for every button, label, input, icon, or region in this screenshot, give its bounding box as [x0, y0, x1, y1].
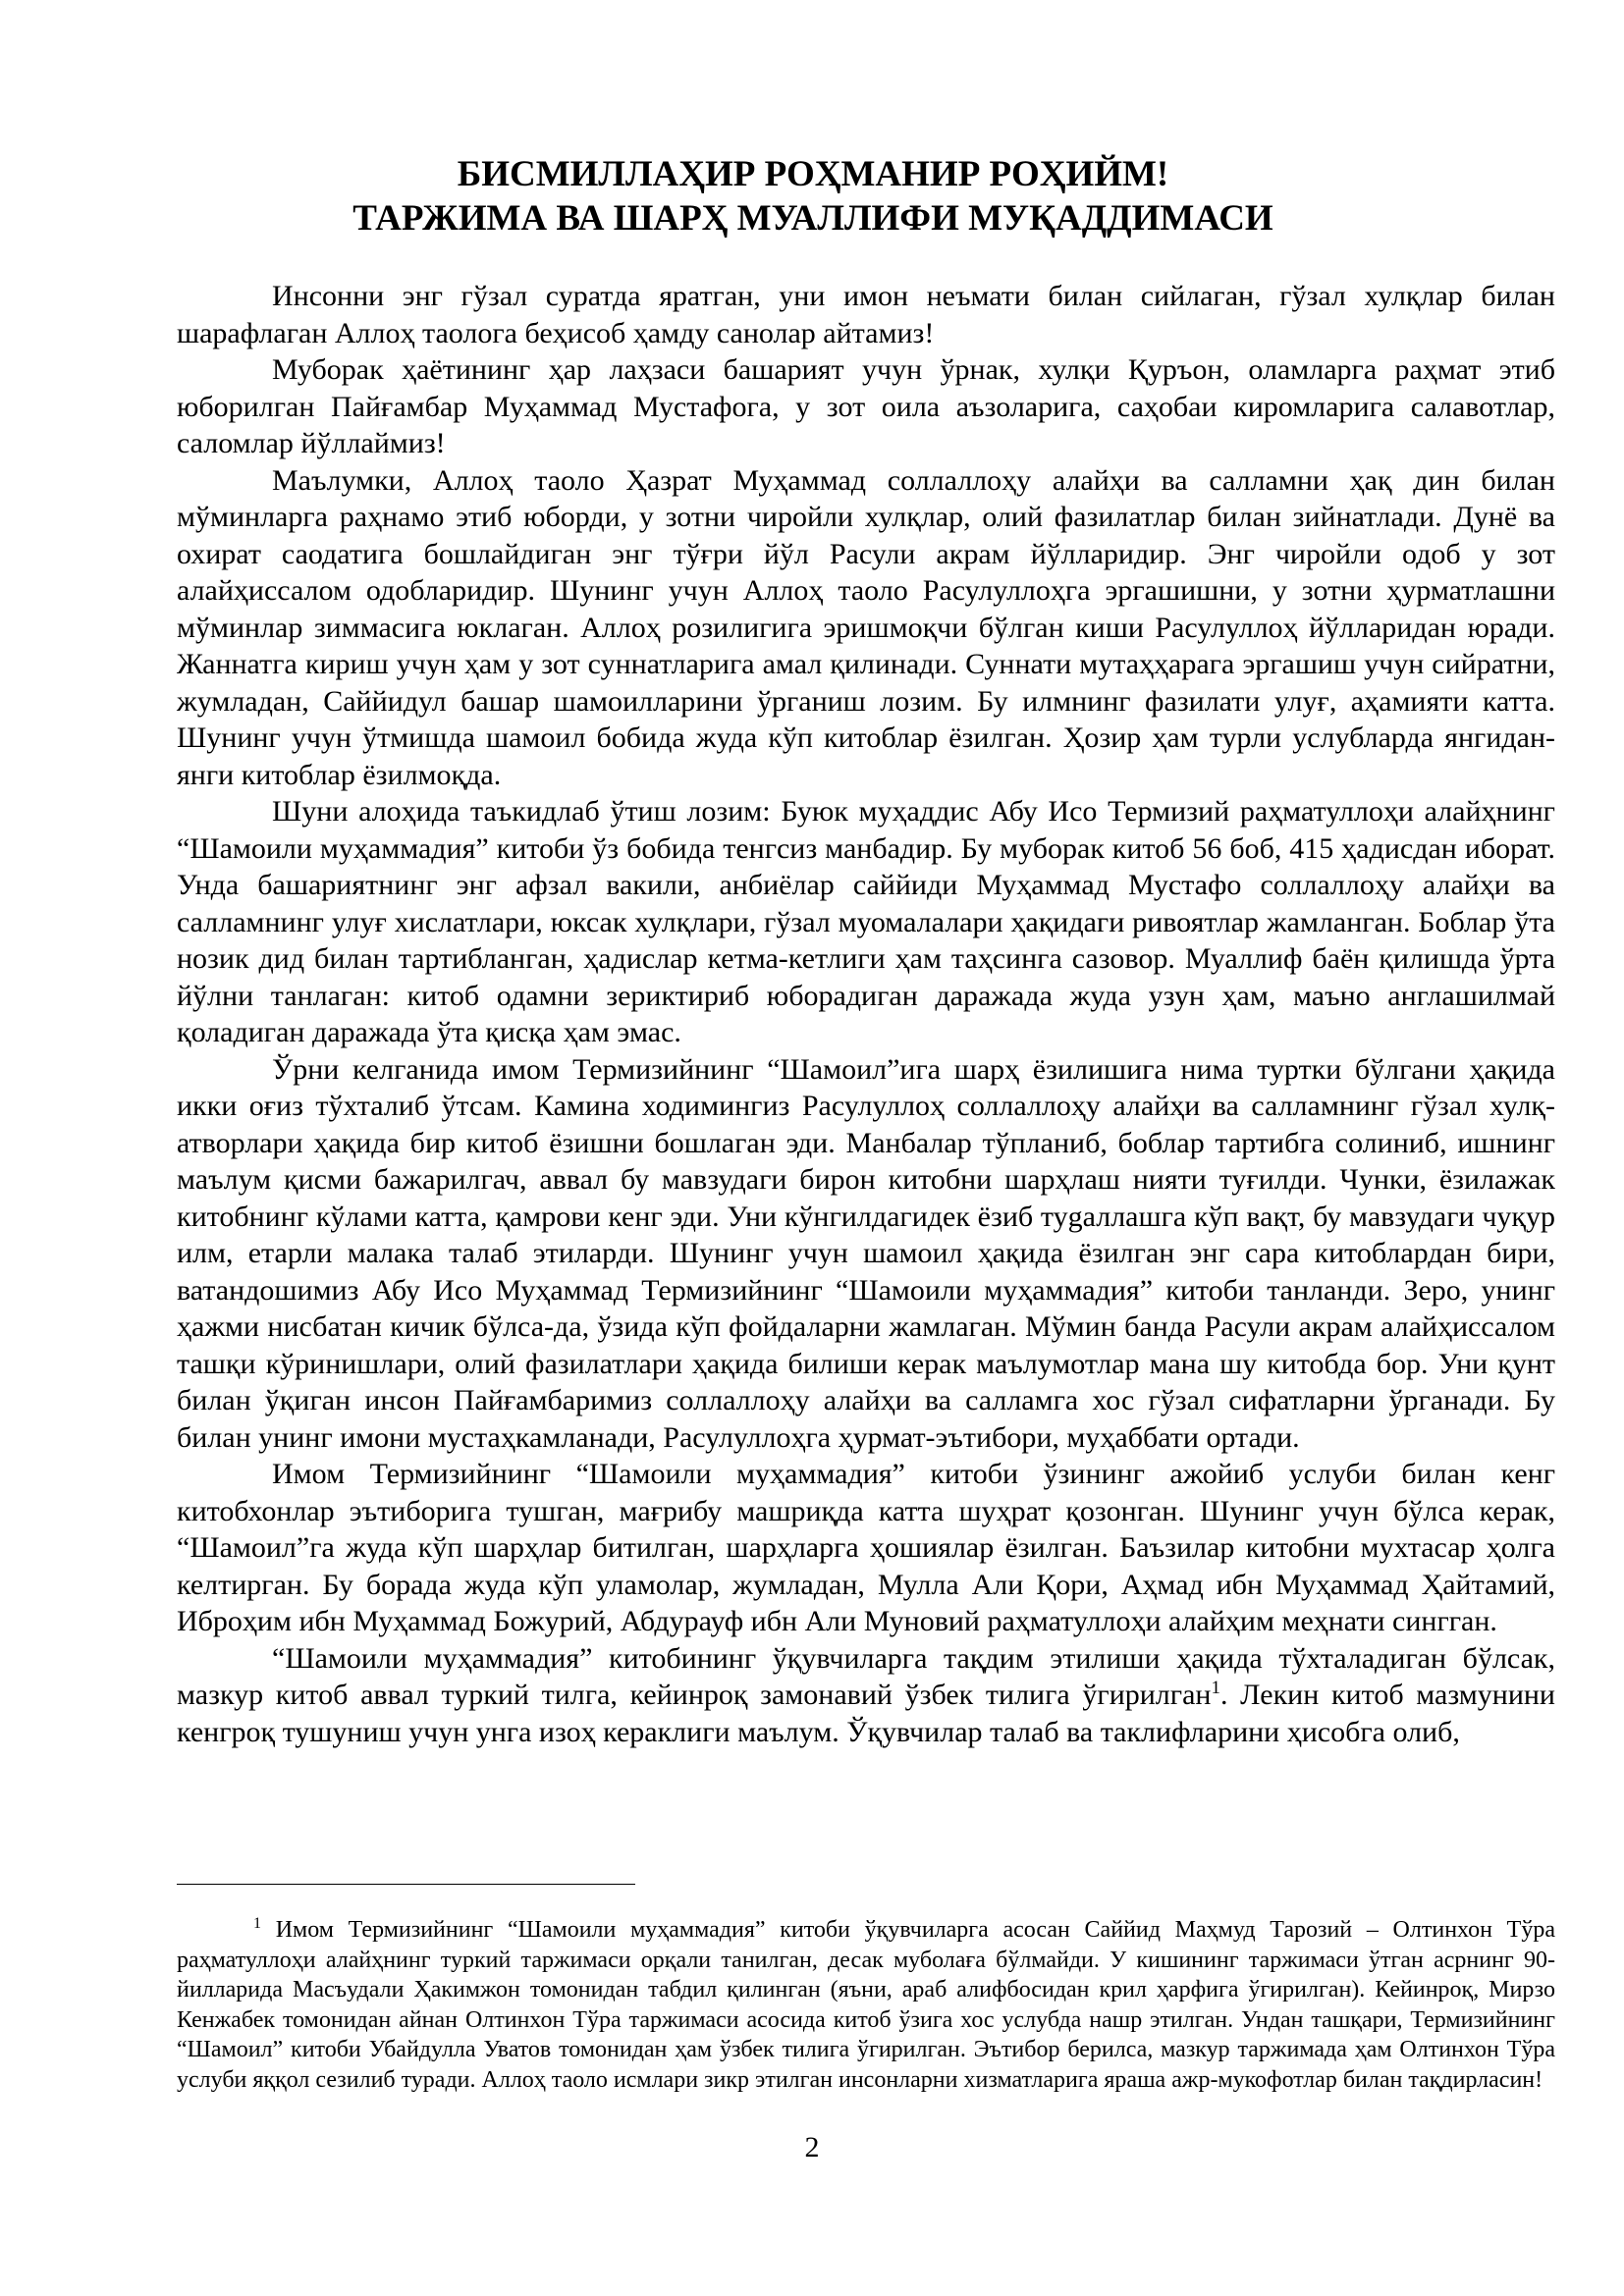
- footnote-text: Имом Термизийнинг “Шамоили муҳаммадия” китоби ўқувчиларга асосан Саййид Маҳмуд Тарозий – Олтинхон Тўра раҳматуллоҳи алайҳнинг туркий таржимаси орқали танилган, десак муболаға бўлмайди. У кишининг таржимаси ўтган асрнинг 90-йилларида Масъудали Ҳакимжон томонидан табдил қилинган (яъни, араб алифбосидан крил ҳарфига ўгирилган). Кейинроқ, Мирзо Кенжабек томонидан айнан Олтинхон Тўра таржимаси асосида китоб ўзига хос услубда нашр этилган. Ундан ташқари, Термизийнинг “Шамоил” китоби Убайдулла Уватов томонидан ҳам ўзбек тилига ўгирилган. Эътибор берилса, мазкур таржимада ҳам Олтинхон Тўра услуби яққол сезилиб туради. Аллоҳ таоло исмлари зикр этилган инсонларни хизматларига яраша ажр-мукофотлар билан тақдирласин!: [177, 1917, 1555, 2093]
- paragraph-1: Инсонни энг гўзал суратда яратган, уни имон неъмати билан сийлаган, гўзал хулқлар билан шарафлаган Аллоҳ таолога беҳисоб ҳамду санолар айтамиз!: [177, 280, 1555, 349]
- page-number: 2: [804, 2131, 820, 2163]
- paragraph-7: [177, 1640, 1555, 1751]
- paragraph-7-text: “Шамоили муҳаммадия” китобининг ўқувчиларга тақдим этилиши ҳақида тўхталадиган бўлсак, мазкур китоб аввал туркий тилга, кейинроқ замонавий ўзбек тилига ўгирилган: [177, 1641, 1555, 1711]
- paragraph-3: Маълумки, Аллоҳ таоло Ҳазрат Муҳаммад соллаллоҳу алайҳи ва салламни ҳақ дин билан мўминларга раҳнамо этиб юборди, у зотни чиройли хулқлар, олий фазилатлар билан зийнатлади. Дунё ва охират саодатига бошлайдиган энг тўғри йўл Расули акрам йўлларидир. Энг чиройли одоб у зот алайҳиссалом одобларидир. Шунинг учун Аллоҳ таоло Расулуллоҳга эргашишни, у зотни ҳурматлашни мўминлар зиммасига юклаган. Аллоҳ розилигига эришмоқчи бўлган киши Расулуллоҳ йўлларидан юради. Жаннатга кириш учун ҳам у зот суннатларига амал қилинади. Суннати мутаҳҳарага эргашиш учун сийратни, жумладан, Саййидул башар шамоилларини ўрганиш лозим. Бу илмнинг фазилати улуғ, аҳамияти катта. Шунинг учун ўтмишда шамоил бобида жуда кўп китоблар ёзилган. Ҳозир ҳам турли услубларда янгидан-янги китоблар ёзилмоқда.: [177, 463, 1555, 791]
- footnote-marker: 1: [253, 1915, 261, 1932]
- document-body: [177, 278, 1555, 1750]
- paragraph-2: Муборак ҳаётининг ҳар лаҳзаси башарият учун ўрнак, хулқи Қуръон, оламларга раҳмат этиб юборилган Пайғамбар Муҳаммад Мустафога, у зот оила аъзоларига, саҳобаи киромларига салавотлар, саломлар йўллаймиз!: [177, 353, 1555, 459]
- paragraph-4: Шуни алоҳида таъкидлаб ўтиш лозим: Буюк муҳаддис Абу Исо Термизий раҳматуллоҳи алайҳнинг “Шамоили муҳаммадия” китоби ўз бобида тенгсиз манбадир. Бу муборак китоб 56 боб, 415 ҳадисдан иборат. Унда башариятнинг энг афзал вакили, анбиёлар саййиди Муҳаммад Мустафо соллаллоҳу алайҳи ва салламнинг улуғ хислатлари, юксак хулқлари, гўзал муомалалари ҳақидаги ривоятлар жамланган. Боблар ўта нозик дид билан тартибланган, ҳадислар кетма-кетлиги ҳам таҳсинга сазовор. Муаллиф баён қилишда ўрта йўлни танлаган: китоб одамни зериктириб юборадиган даражада жуда узун ҳам, маъно англашилмай қоладиган даражада ўта қисқа ҳам эмас.: [177, 795, 1555, 1048]
- footnote-reference[interactable]: 1: [1211, 1678, 1220, 1698]
- document-title-line1: БИСМИЛЛАҲИР РОҲМАНИР РОҲИЙМ!: [457, 154, 1169, 194]
- footnote-separator: [177, 1884, 635, 1885]
- paragraph-7-continuation: . Лекин китоб мазмунини кенгроқ тушуниш учун унга изоҳ кераклиги маълум. Ўқувчилар талаб ва таклифларини ҳисобга олиб,: [177, 1679, 1555, 1748]
- paragraph-5: Ўрни келганида имом Термизийнинг “Шамоил”ига шарҳ ёзилишига нима туртки бўлгани ҳақида икки оғиз тўхталиб ўтсам. Камина ходимингиз Расулуллоҳ соллаллоҳу алайҳи ва салламнинг гўзал хулқ-атворлари ҳақида бир китоб ёзишни бошлаган эди. Манбалар тўпланиб, боблар тартибга солиниб, ишнинг маълум қисми бажарилгач, аввал бу мавзудаги бирон китобни шарҳлаш нияти туғилди. Чунки, ёзилажак китобнинг кўлами катта, қамрови кенг эди. Уни кўнгилдагидек ёзиб туgаллашга кўп вақт, бу мавзудаги чуқур илм, етарли малака талаб этиларди. Шунинг учун шамоил ҳақида ёзилган энг сара китоблардан бири, ватандошимиз Абу Исо Муҳаммад Термизийнинг “Шамоили муҳаммадия” китоби танланди. Зеро, унинг ҳажми нисбатан кичик бўлса-да, ўзида кўп фойдаларни жамлаган. Мўмин банда Расули акрам алайҳиссалом ташқи кўринишлари, олий фазилатлари ҳақида билиши керак маълумотлар мана шу китобда бор. Уни қунт билан ўқиган инсон Пайғамбаримиз соллаллоҳу алайҳи ва салламга хос гўзал сифатларни ўрганади. Бу билан унинг имони мустаҳкамланади, Расулуллоҳга ҳурмат-эътибори, муҳаббати ортади.: [177, 1052, 1555, 1454]
- footnote: [177, 1915, 1555, 2095]
- document-title-line2: ТАРЖИМА ВА ШАРҲ МУАЛЛИФИ МУҚАДДИМАСИ: [352, 198, 1273, 239]
- paragraph-6: Имом Термизийнинг “Шамоили муҳаммадия” китоби ўзининг ажойиб услуби билан кенг китобхонлар эътиборига тушган, мағрибу машриқда катта шуҳрат қозонган. Шунинг учун бўлса керак, “Шамоил”га жуда кўп шарҳлар битилган, шарҳларга ҳошиялар ёзилган. Баъзилар китобни мухтасар ҳолга келтирган. Бу борада жуда кўп уламолар, жумладан, Мулла Али Қори, Аҳмад ибн Муҳаммад Ҳайтамий, Иброҳим ибн Муҳаммад Божурий, Абдурауф ибн Али Муновий раҳматуллоҳи алайҳим меҳнати сингган.: [177, 1458, 1555, 1637]
